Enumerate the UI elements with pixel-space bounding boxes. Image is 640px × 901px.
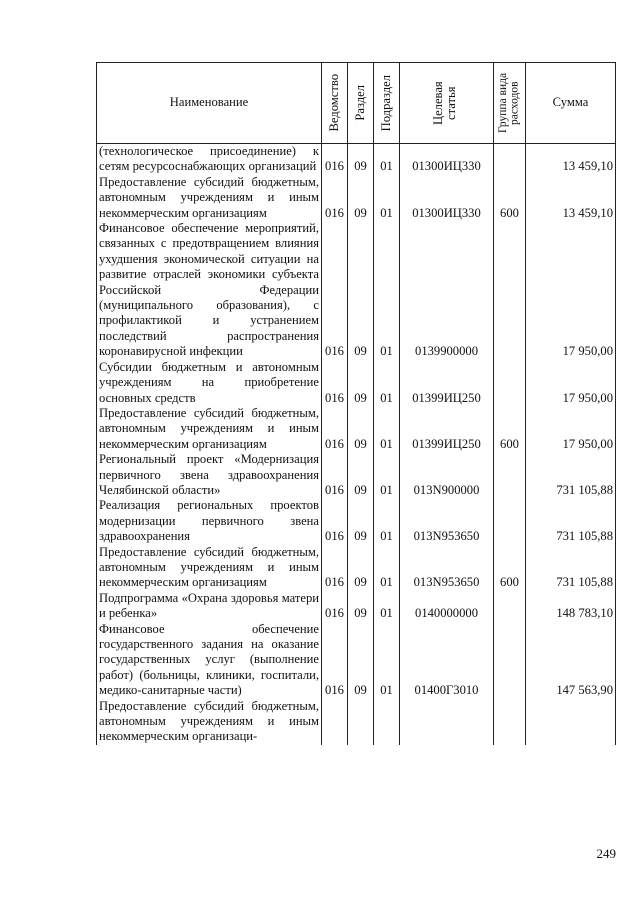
row-section: 09 xyxy=(348,591,374,622)
table-row xyxy=(97,452,616,498)
row-subsection: 01 xyxy=(374,545,400,591)
row-target: 01300ИЦ330 xyxy=(400,175,494,221)
row-name: Финансовое обеспечение мероприятий, связанных с предотвращением влияния ухудшения экономической ситуации на развитие отраслей экономики субъекта Российской Федерации (муниципального образования), с профилактикой и устранением последствий распространения коронавирусной инфекции xyxy=(97,221,322,360)
header-subsection xyxy=(374,63,400,144)
row-subsection: 01 xyxy=(374,221,400,360)
row-expense-group xyxy=(494,498,526,544)
row-name: Предоставление субсидий бюджетным, автономным учреждениям и иным некоммерческим организациям xyxy=(97,406,322,452)
row-amount: 147 563,90 xyxy=(526,622,616,699)
row-expense-group xyxy=(494,360,526,406)
row-subsection: 01 xyxy=(374,175,400,221)
header-amount: Сумма xyxy=(526,63,616,144)
table-header xyxy=(97,63,616,144)
table-row xyxy=(97,175,616,221)
row-expense-group xyxy=(494,622,526,699)
row-department: 016 xyxy=(322,452,348,498)
row-section: 09 xyxy=(348,406,374,452)
row-expense-group: 600 xyxy=(494,545,526,591)
header-expense-group-label: Группа вида расходов xyxy=(497,72,521,134)
row-department xyxy=(322,699,348,745)
row-department: 016 xyxy=(322,406,348,452)
table-row xyxy=(97,144,616,175)
row-department: 016 xyxy=(322,144,348,175)
row-section xyxy=(348,699,374,745)
row-subsection: 01 xyxy=(374,498,400,544)
table-row xyxy=(97,591,616,622)
row-target: 01399ИЦ250 xyxy=(400,406,494,452)
header-subsection-label: Подраздел xyxy=(379,74,393,132)
row-section: 09 xyxy=(348,622,374,699)
row-name: Субсидии бюджетным и автономным учреждениям на приобретение основных средств xyxy=(97,360,322,406)
row-amount: 13 459,10 xyxy=(526,144,616,175)
table-row xyxy=(97,221,616,360)
table-row xyxy=(97,406,616,452)
row-subsection: 01 xyxy=(374,144,400,175)
table-row xyxy=(97,360,616,406)
row-target: 013N953650 xyxy=(400,498,494,544)
row-section: 09 xyxy=(348,175,374,221)
header-target-label: Целевая статья xyxy=(430,81,458,125)
row-section: 09 xyxy=(348,144,374,175)
row-target: 0140000000 xyxy=(400,591,494,622)
row-expense-group: 600 xyxy=(494,406,526,452)
row-subsection: 01 xyxy=(374,452,400,498)
row-target: 01300ИЦ330 xyxy=(400,144,494,175)
row-section: 09 xyxy=(348,545,374,591)
row-department: 016 xyxy=(322,360,348,406)
row-department: 016 xyxy=(322,498,348,544)
row-target: 0139900000 xyxy=(400,221,494,360)
row-name: Реализация региональных проектов модернизации первичного звена здравоохранения xyxy=(97,498,322,544)
budget-table xyxy=(96,62,616,745)
header-target xyxy=(400,63,494,144)
row-section: 09 xyxy=(348,360,374,406)
row-name: Финансовое обеспечение государственного задания на оказание государственных услуг (выполнение работ) (больницы, клиники, госпитали, медико-санитарные части) xyxy=(97,622,322,699)
page-number: 249 xyxy=(596,846,616,861)
row-subsection: 01 xyxy=(374,360,400,406)
row-amount: 148 783,10 xyxy=(526,591,616,622)
row-amount: 13 459,10 xyxy=(526,175,616,221)
row-amount: 731 105,88 xyxy=(526,498,616,544)
table-row xyxy=(97,545,616,591)
row-target: 013N953650 xyxy=(400,545,494,591)
row-expense-group xyxy=(494,221,526,360)
row-department: 016 xyxy=(322,545,348,591)
row-name: Региональный проект «Модернизация первичного звена здравоохранения Челябинской области» xyxy=(97,452,322,498)
row-department: 016 xyxy=(322,175,348,221)
row-section: 09 xyxy=(348,452,374,498)
row-section: 09 xyxy=(348,498,374,544)
row-name: Предоставление субсидий бюджетным, автономным учреждениям и иным некоммерческим организациям xyxy=(97,545,322,591)
row-amount: 731 105,88 xyxy=(526,452,616,498)
row-name: Предоставление субсидий бюджетным, автономным учреждениям и иным некоммерческим организациям xyxy=(97,175,322,221)
table-body xyxy=(97,144,616,745)
row-target: 01399ИЦ250 xyxy=(400,360,494,406)
row-expense-group xyxy=(494,452,526,498)
table-row xyxy=(97,498,616,544)
header-section-label: Раздел xyxy=(353,85,367,121)
row-subsection xyxy=(374,699,400,745)
row-name: Предоставление субсидий бюджетным, автономным учреждениям и иным некоммерческим организаци- xyxy=(97,699,322,745)
row-amount: 17 950,00 xyxy=(526,221,616,360)
header-department xyxy=(322,63,348,144)
row-department: 016 xyxy=(322,591,348,622)
row-target xyxy=(400,699,494,745)
row-department: 016 xyxy=(322,622,348,699)
header-section xyxy=(348,63,374,144)
table-row xyxy=(97,622,616,699)
row-target: 013N900000 xyxy=(400,452,494,498)
row-expense-group xyxy=(494,699,526,745)
row-department: 016 xyxy=(322,221,348,360)
row-expense-group: 600 xyxy=(494,175,526,221)
row-subsection: 01 xyxy=(374,406,400,452)
row-target: 01400Г3010 xyxy=(400,622,494,699)
header-expense-group xyxy=(494,63,526,144)
row-expense-group xyxy=(494,144,526,175)
row-subsection: 01 xyxy=(374,622,400,699)
row-amount xyxy=(526,699,616,745)
row-expense-group xyxy=(494,591,526,622)
row-amount: 17 950,00 xyxy=(526,360,616,406)
header-department-label: Ведомство xyxy=(327,74,341,132)
row-subsection: 01 xyxy=(374,591,400,622)
row-name: (технологическое присоединение) к сетям ресурсоснабжающих организаций xyxy=(97,144,322,175)
table-row xyxy=(97,699,616,745)
row-section: 09 xyxy=(348,221,374,360)
header-name: Наименование xyxy=(97,63,322,144)
row-amount: 731 105,88 xyxy=(526,545,616,591)
row-name: Подпрограмма «Охрана здоровья матери и ребенка» xyxy=(97,591,322,622)
row-amount: 17 950,00 xyxy=(526,406,616,452)
